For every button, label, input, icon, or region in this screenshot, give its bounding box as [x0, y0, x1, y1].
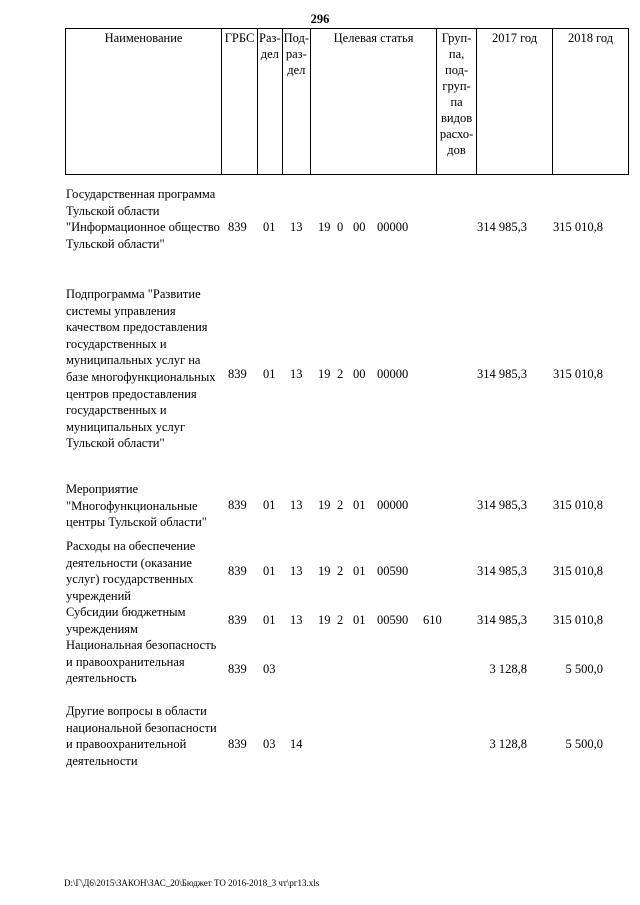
row-2018: 5 500,0 [565, 737, 603, 751]
table-header [65, 28, 629, 175]
row-razdel: 01 [263, 613, 276, 627]
row-target-1: 19 [318, 498, 331, 512]
row-target-2: 2 [337, 498, 344, 512]
row-grbs: 839 [228, 367, 247, 381]
row-razdel: 01 [263, 564, 276, 578]
row-target-1: 19 [318, 220, 331, 234]
page-number: 296 [310, 12, 330, 26]
row-target-4: 00000 [377, 220, 409, 234]
row-target-4: 00590 [377, 564, 409, 578]
row-razdel: 03 [263, 737, 276, 751]
row-2018: 315 010,8 [553, 220, 603, 234]
col-header-2017: 2017 год [477, 29, 553, 175]
row-target-4: 00590 [377, 613, 409, 627]
row-target-2: 2 [337, 367, 344, 381]
row-grbs: 839 [228, 564, 247, 578]
row-2017: 314 985,3 [477, 367, 527, 381]
row-grbs: 839 [228, 498, 247, 512]
row-grbs: 839 [228, 613, 247, 627]
row-2017: 314 985,3 [477, 498, 527, 512]
row-razdel: 01 [263, 498, 276, 512]
row-name: Мероприятие "Многофункциональные центры Тульской области" [66, 482, 207, 530]
file-path-footer: D:\Г\Д6\2015\ЗАКОН\ЗАС_20\Бюджет ТО 2016-2018_3 чт\рг13.xls [64, 878, 320, 888]
row-target-1: 19 [318, 564, 331, 578]
row-expense-group: 610 [423, 613, 442, 627]
row-target-3: 00 [353, 220, 366, 234]
row-razdel: 01 [263, 367, 276, 381]
row-razdel: 01 [263, 220, 276, 234]
row-podrazdel: 14 [290, 737, 303, 751]
col-header-podrazdel: Под- раз- дел [282, 29, 310, 175]
row-razdel: 03 [263, 662, 276, 676]
row-target-2: 2 [337, 613, 344, 627]
row-name: Субсидии бюджетным учреждениям [66, 605, 186, 636]
col-header-group: Груп- па, под- груп- па видов расхо- дов [437, 29, 477, 175]
row-name: Подпрограмма "Развитие системы управления качеством предоставления государственных и муниципальных услуг на базе многофункциональных центров предоставления государственных и муниципальных услуг Тульской области" [66, 287, 216, 451]
row-name: Другие вопросы в области национальной безопасности и правоохранительной деятельности [66, 704, 217, 768]
row-target-4: 00000 [377, 367, 409, 381]
row-2018: 315 010,8 [553, 613, 603, 627]
row-grbs: 839 [228, 737, 247, 751]
col-header-grbs: ГРБС [222, 29, 258, 175]
row-podrazdel: 13 [290, 220, 303, 234]
row-grbs: 839 [228, 220, 247, 234]
row-target-3: 01 [353, 613, 366, 627]
row-target-1: 19 [318, 367, 331, 381]
row-2018: 315 010,8 [553, 498, 603, 512]
row-target-2: 2 [337, 564, 344, 578]
row-podrazdel: 13 [290, 564, 303, 578]
row-podrazdel: 13 [290, 498, 303, 512]
row-target-3: 01 [353, 564, 366, 578]
row-2018: 315 010,8 [553, 367, 603, 381]
row-podrazdel: 13 [290, 367, 303, 381]
row-2018: 5 500,0 [565, 662, 603, 676]
row-target-3: 00 [353, 367, 366, 381]
row-2018: 315 010,8 [553, 564, 603, 578]
row-2017: 314 985,3 [477, 564, 527, 578]
row-name: Национальная безопасность и правоохранительная деятельность [66, 638, 217, 686]
row-target-1: 19 [318, 613, 331, 627]
row-2017: 314 985,3 [477, 220, 527, 234]
row-2017: 314 985,3 [477, 613, 527, 627]
row-2017: 3 128,8 [489, 662, 527, 676]
row-name: Государственная программа Тульской области "Информационное общество Тульской области" [66, 187, 220, 251]
col-header-razdel: Раз- дел [258, 29, 283, 175]
row-grbs: 839 [228, 662, 247, 676]
row-target-2: 0 [337, 220, 344, 234]
col-header-target: Целевая статья [311, 29, 437, 175]
col-header-2018: 2018 год [553, 29, 629, 175]
row-2017: 3 128,8 [489, 737, 527, 751]
row-target-4: 00000 [377, 498, 409, 512]
row-podrazdel: 13 [290, 613, 303, 627]
row-target-3: 01 [353, 498, 366, 512]
row-name: Расходы на обеспечение деятельности (оказание услуг) государственных учреждений [66, 539, 196, 603]
col-header-name: Наименование [66, 29, 222, 175]
